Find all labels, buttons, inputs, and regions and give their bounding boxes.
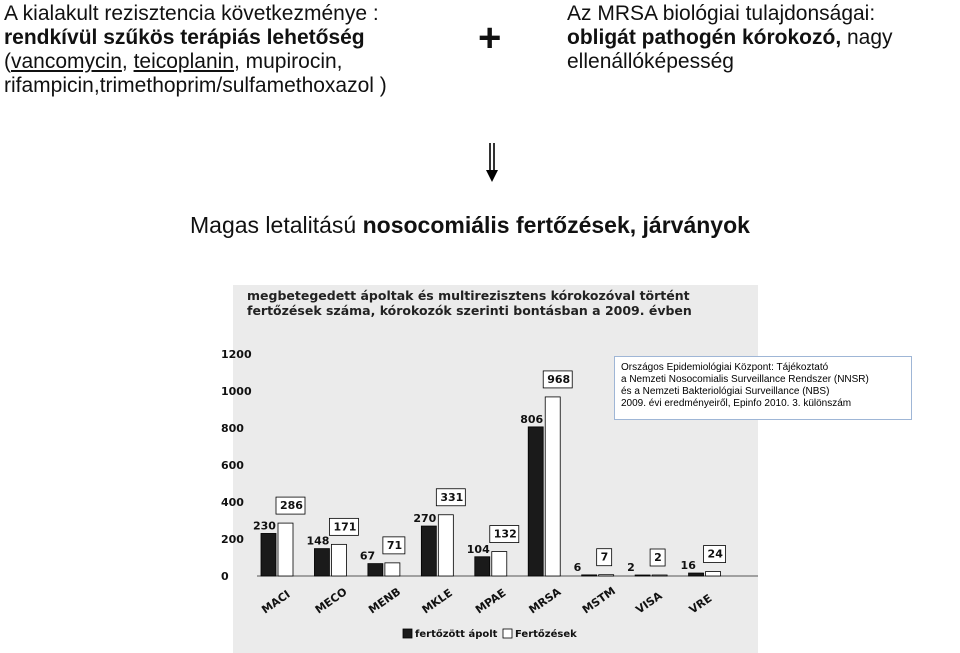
left-line-1: A kialakult rezisztencia következménye : bbox=[4, 2, 379, 25]
bar-mrsa-infections bbox=[545, 397, 560, 576]
right-rest: nagy ellenállóképesség bbox=[567, 26, 893, 73]
bar-mrsa-patients bbox=[528, 427, 543, 576]
left-line-3: (vancomycin, teicoplanin, mupirocin, bbox=[4, 50, 343, 73]
chart-panel bbox=[221, 285, 758, 653]
y-tick-label: 400 bbox=[221, 496, 244, 509]
down-arrow-icon bbox=[484, 143, 504, 183]
data-label-mpae-patients: 104 bbox=[466, 542, 490, 556]
data-label-mstm-infections: 7 bbox=[600, 550, 609, 564]
consequence-bold: nosocomiális fertőzések, járványok bbox=[362, 212, 750, 238]
data-label-mkle-infections: 331 bbox=[440, 490, 464, 504]
category-label-meco: MECO bbox=[312, 585, 350, 617]
bar-vre-infections bbox=[706, 572, 721, 576]
source-line-4: 2009. évi eredményeiről, Epinfo 2010. 3. különszám bbox=[621, 398, 852, 409]
plus-sign: + bbox=[478, 16, 502, 60]
bar-menb-patients bbox=[368, 564, 383, 576]
bar-vre-patients bbox=[689, 573, 704, 576]
category-label-mstm: MSTM bbox=[579, 584, 618, 617]
bar-maci-patients bbox=[261, 533, 276, 576]
chart-title-line-1: megbetegedett ápoltak és multirezisztens kórokozóval történt bbox=[247, 288, 690, 303]
left-line-4: rifampicin,trimethoprim/sulfamethoxazol ) bbox=[4, 74, 387, 97]
data-label-maci-patients: 230 bbox=[253, 519, 276, 533]
y-tick-label: 600 bbox=[221, 459, 244, 472]
bar-chart bbox=[221, 285, 758, 653]
category-label-visa: VISA bbox=[633, 589, 665, 617]
bar-meco-infections bbox=[331, 544, 346, 576]
data-label-maci-infections: 286 bbox=[280, 499, 303, 513]
resistance-consequence-text bbox=[4, 2, 474, 98]
right-line-1: Az MRSA biológiai tulajdonságai: bbox=[567, 2, 876, 25]
data-label-meco-patients: 148 bbox=[306, 534, 330, 548]
bar-meco-patients bbox=[314, 549, 329, 576]
legend-swatch-patients bbox=[403, 629, 412, 638]
data-label-menb-infections: 71 bbox=[386, 538, 403, 552]
teicoplanin-link: teicoplanin bbox=[133, 50, 234, 73]
left-line-2: rendkívül szűkös terápiás lehetőség bbox=[4, 26, 365, 49]
mrsa-properties-text bbox=[567, 2, 960, 74]
data-label-visa-infections: 2 bbox=[654, 551, 662, 564]
bar-mpae-patients bbox=[475, 557, 490, 576]
consequence-heading bbox=[190, 212, 750, 239]
data-label-vre-patients: 16 bbox=[680, 559, 696, 573]
bar-maci-infections bbox=[278, 523, 293, 576]
y-tick-label: 0 bbox=[221, 570, 229, 583]
y-tick-label: 200 bbox=[221, 533, 244, 546]
y-tick-label: 1200 bbox=[221, 348, 252, 361]
legend-swatch-infections bbox=[503, 629, 512, 638]
bar-visa-patients bbox=[635, 575, 650, 576]
data-label-meco-infections: 171 bbox=[333, 520, 357, 534]
category-label-vre: VRE bbox=[686, 591, 715, 617]
bar-menb-infections bbox=[385, 563, 400, 576]
vancomycin-link: vancomycin bbox=[11, 50, 122, 73]
data-label-menb-patients: 67 bbox=[359, 549, 376, 563]
right-bold: obligát pathogén kórokozó, bbox=[567, 26, 842, 49]
source-note bbox=[614, 356, 912, 420]
y-tick-label: 800 bbox=[221, 422, 244, 435]
bar-mkle-infections bbox=[438, 515, 453, 576]
category-label-maci: MACI bbox=[259, 587, 293, 617]
bar-visa-infections bbox=[652, 575, 667, 576]
data-label-mrsa-infections: 968 bbox=[547, 372, 571, 386]
category-label-mkle: MKLE bbox=[419, 586, 455, 617]
data-label-visa-patients: 2 bbox=[627, 561, 635, 574]
source-line-2: a Nemzeti Nosocomialis Surveillance Rendszer (NNSR) bbox=[621, 374, 869, 385]
data-label-mstm-patients: 6 bbox=[573, 560, 582, 574]
data-label-vre-infections: 24 bbox=[707, 547, 723, 561]
bar-mstm-infections bbox=[599, 575, 614, 576]
consequence-normal: Magas letalitású bbox=[190, 212, 363, 238]
y-tick-label: 1000 bbox=[221, 385, 252, 398]
source-line-1: Országos Epidemiológiai Központ: Tájékoztató bbox=[621, 362, 829, 373]
source-line-3: és a Nemzeti Bakteriológiai Surveillance (NBS) bbox=[621, 386, 830, 397]
category-label-menb: MENB bbox=[366, 585, 404, 617]
category-label-mrsa: MRSA bbox=[526, 585, 564, 617]
bar-mstm-patients bbox=[582, 575, 597, 576]
bar-mpae-infections bbox=[492, 552, 507, 576]
legend-label-infections: Fertőzések bbox=[515, 629, 577, 640]
data-label-mkle-patients: 270 bbox=[413, 512, 437, 526]
data-label-mpae-infections: 132 bbox=[493, 527, 517, 541]
legend-label-patients: fertőzött ápolt bbox=[415, 629, 498, 640]
category-label-mpae: MPAE bbox=[473, 586, 509, 617]
chart-title-line-2: fertőzések száma, kórokozók szerinti bontásban a 2009. évben bbox=[247, 303, 692, 318]
bar-mkle-patients bbox=[421, 526, 436, 576]
data-label-mrsa-patients: 806 bbox=[520, 412, 544, 426]
